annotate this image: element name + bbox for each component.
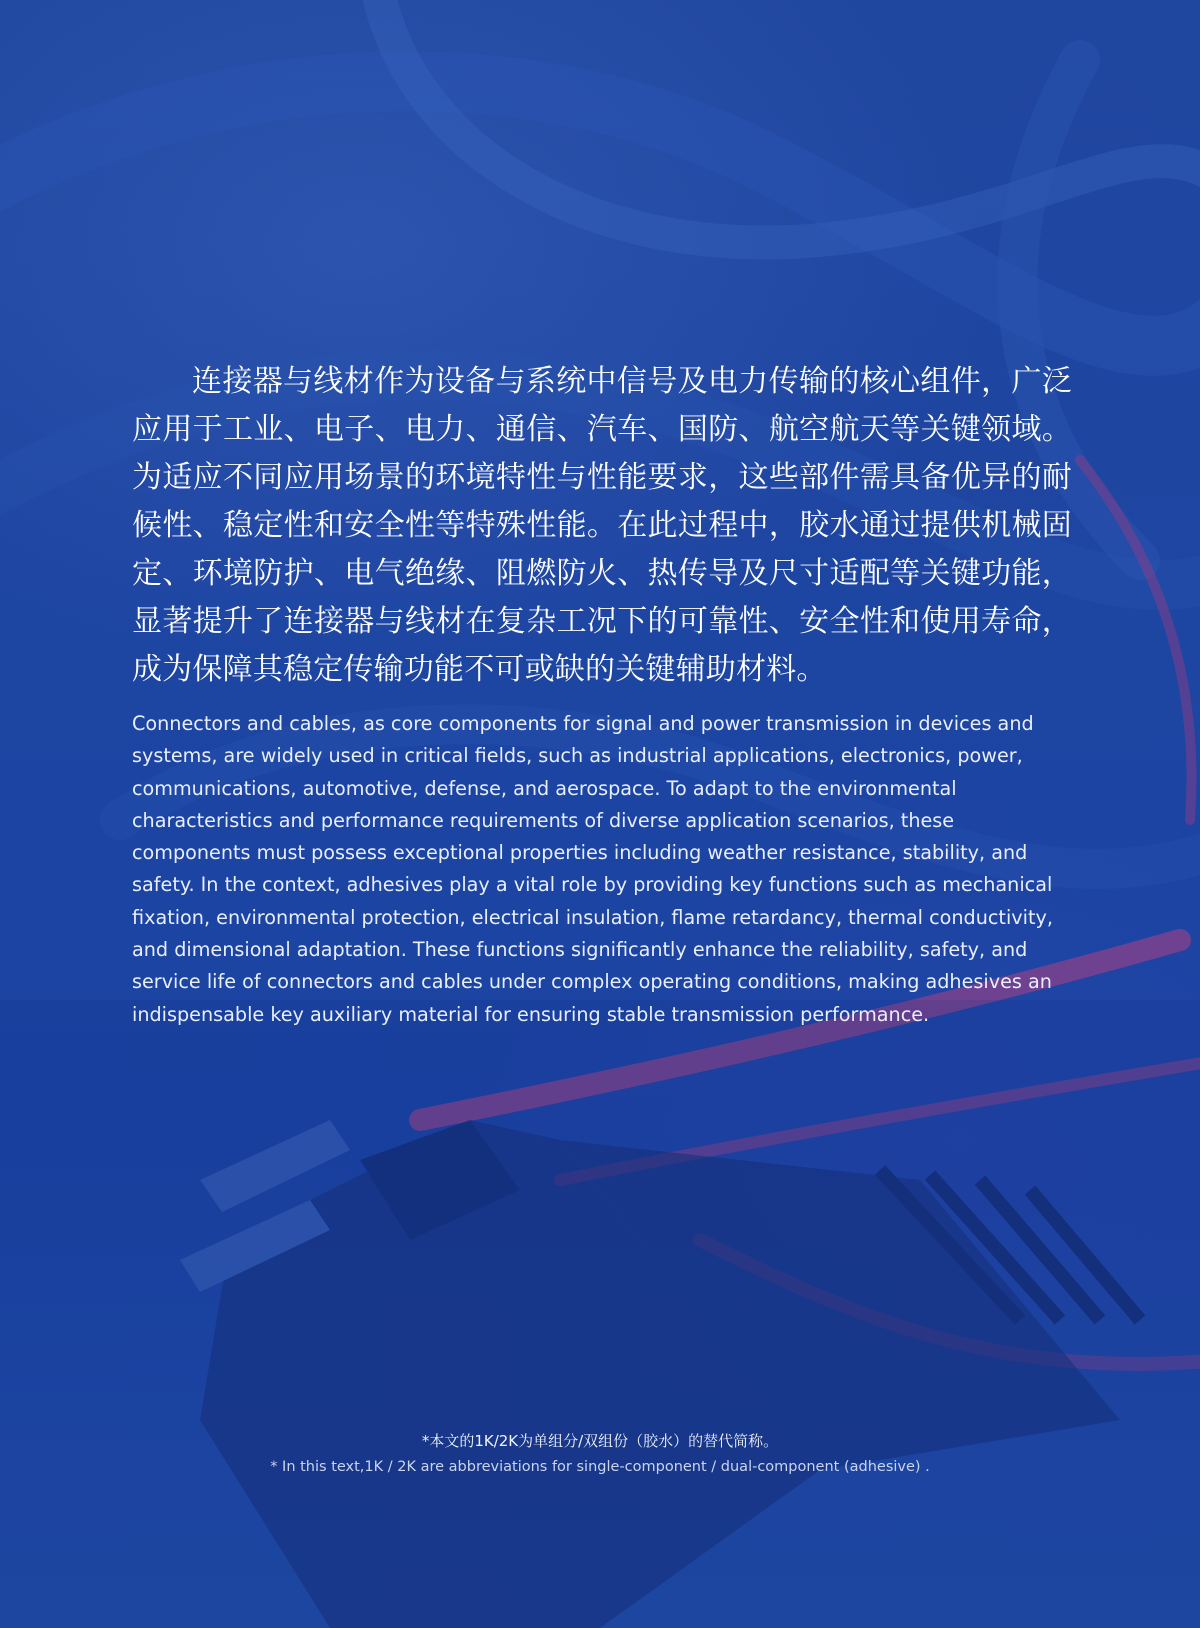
intro-text-block	[132, 358, 1072, 1031]
footnote-chinese: *本文的1K/2K为单组分/双组份（胶水）的替代简称。	[421, 1432, 779, 1450]
footnote-english: * In this text,1K / 2K are abbreviations for single-component / dual-component (adhesive) .	[270, 1459, 930, 1475]
chinese-intro-paragraph: 连接器与线材作为设备与系统中信号及电力传输的核心组件，广泛应用于工业、电子、电力、通信、汽车、国防、航空航天等关键领域。为适应不同应用场景的环境特性与性能要求，这些部件需具备优异的耐候性、稳定性和安全性等特殊性能。在此过程中，胶水通过提供机械固定、环境防护、电气绝缘、阻燃防火、热传导及尺寸适配等关键功能，显著提升了连接器与线材在复杂工况下的可靠性、安全性和使用寿命，成为保障其稳定传输功能不可或缺的关键辅助材料。	[132, 364, 1072, 687]
english-intro-paragraph: Connectors and cables, as core components for signal and power transmission in devices and systems, are widely used in critical fields, such as industrial applications, electronics, power, communications, automotive, defense, and aerospace. To adapt to the environmental characteristics and performance requirements of diverse application scenarios, these components must possess exceptional properties including weather resistance, stability, and safety. In the context, adhesives play a vital role by providing key functions such as mechanical fixation, environmental protection, electrical insulation, flame retardancy, thermal conductivity, and dimensional adaptation. These functions significantly enhance the reliability, safety, and service life of connectors and cables under complex operating conditions, making adhesives an indispensable key auxiliary material for ensuring stable transmission performance.	[132, 712, 1053, 1026]
